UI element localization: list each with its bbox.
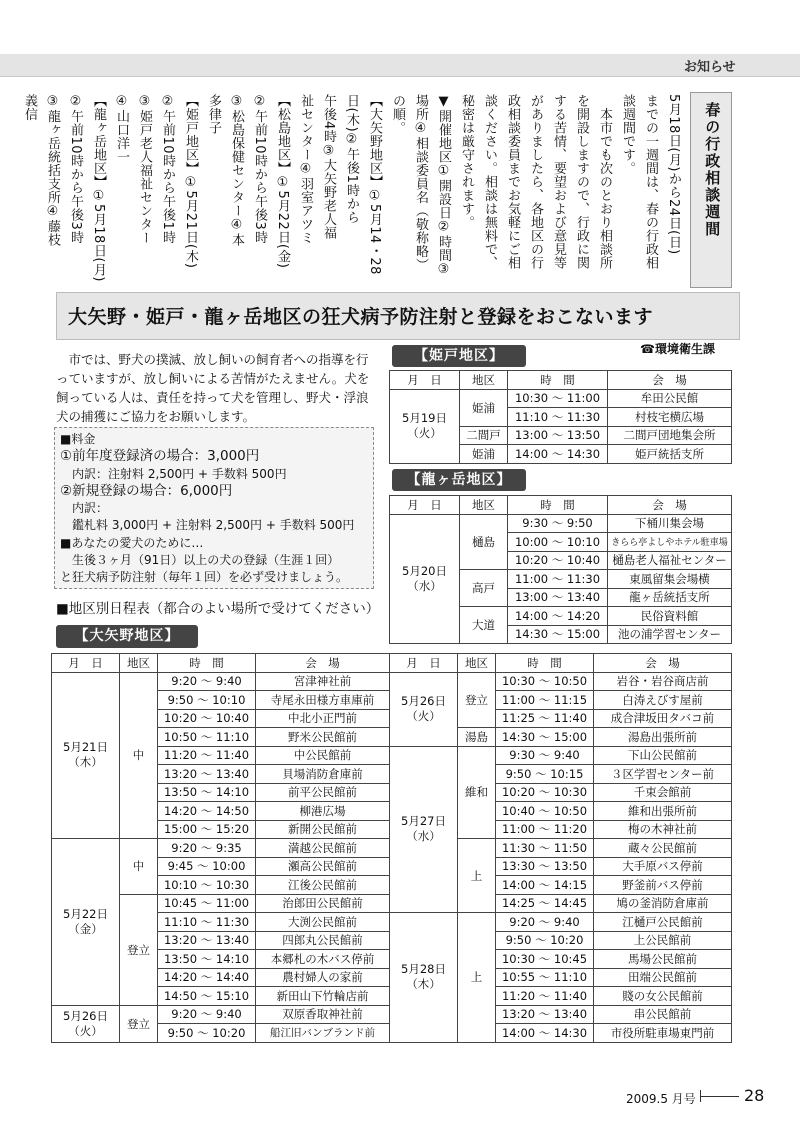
schedule-time: 9:50 ～ 10:20	[158, 1024, 256, 1043]
schedule-area: 大道	[460, 607, 508, 644]
fee-line: 内訳：注射料 2,500円 + 手数料 500円	[60, 466, 287, 481]
schedule-time: 13:20 ～ 13:40	[158, 931, 256, 950]
schedule-date: 5月21日 （木）	[52, 672, 120, 839]
gyosei-line: 5月18日(月)から24日(日)	[666, 94, 681, 255]
schedule-place: 東風留集会場横	[608, 570, 732, 589]
gyosei-line: を開設しますので、行政に関	[574, 94, 589, 270]
footer-issue: 2009.5 月号	[626, 1092, 696, 1106]
schedule-place: 寺尾永田様方車庫前	[256, 691, 390, 710]
schedule-time: 9:30 ～ 9:50	[508, 514, 608, 533]
schedule-area: 姫浦	[460, 389, 508, 426]
gyosei-line: 場所④相談委員名（敬称略）	[413, 94, 428, 272]
schedule-place: 本郷札の木バス停前	[256, 950, 390, 969]
gyosei-line: 【龍ヶ岳地区】①5月18日(月)	[91, 94, 106, 282]
oyano-table	[51, 653, 732, 1043]
gyosei-title: 春の行政相談週間	[703, 102, 722, 238]
schedule-time: 10:45 ～ 11:00	[158, 894, 256, 913]
schedule-place: 江樋戸公民館前	[594, 913, 732, 932]
schedule-time: 14:00 ～ 14:30	[496, 1024, 594, 1043]
schedule-time: 9:30 ～ 9:40	[496, 746, 594, 765]
fee-lines	[60, 431, 374, 587]
schedule-place: 新田山下竹輪店前	[256, 987, 390, 1006]
schedule-time: 10:30 ～ 11:00	[508, 389, 608, 408]
schedule-date: 5月20日 （水）	[390, 514, 460, 644]
schedule-area: 上	[458, 913, 496, 1043]
table-header-row	[390, 496, 732, 515]
schedule-time: 11:00 ～ 11:30	[508, 570, 608, 589]
schedule-area: 維和	[458, 746, 496, 839]
header-place: 会 場	[594, 654, 732, 673]
schedule-place: 二間戸団地集会所	[608, 426, 732, 445]
header-place: 会 場	[608, 496, 732, 515]
table-row	[390, 514, 732, 533]
schedule-time: 10:50 ～ 11:10	[158, 728, 256, 747]
fee-line: ■料金	[60, 432, 96, 446]
gyosei-line: 【松島地区】①5月22日(金)	[275, 94, 290, 269]
schedule-time: 11:00 ～ 11:15	[496, 691, 594, 710]
schedule-place: ３区学習センター前	[594, 765, 732, 784]
schedule-place: 白涛えびす屋前	[594, 691, 732, 710]
schedule-time: 13:50 ～ 14:10	[158, 783, 256, 802]
schedule-date: 5月26日 （火）	[52, 1005, 120, 1042]
gyosei-line: 秘密は厳守されます。	[459, 94, 474, 229]
schedule-time: 13:20 ～ 13:40	[158, 765, 256, 784]
schedule-area: 登立	[458, 672, 496, 728]
table-header-row	[390, 371, 732, 390]
gyosei-line: 祉センター④羽室アツミ	[298, 94, 313, 245]
schedule-date: 5月28日 （木）	[390, 913, 458, 1043]
gyosei-line: 日(木)②午後1時から	[344, 94, 359, 224]
gyosei-body	[18, 94, 685, 294]
schedule-time: 9:20 ～ 9:35	[158, 839, 256, 858]
schedule-time: 14:30 ～ 15:00	[508, 625, 608, 644]
gyosei-line: 政相談委員までお気軽にご相	[505, 94, 520, 270]
schedule-time: 14:25 ～ 14:45	[496, 894, 594, 913]
schedule-area: 登立	[120, 894, 158, 1005]
schedule-place: 宮津神社前	[256, 672, 390, 691]
schedule-place: 農村婦人の家前	[256, 968, 390, 987]
gyosei-line: 談週間です。	[620, 94, 635, 175]
schedule-area: 高戸	[460, 570, 508, 607]
header-time: 時 間	[158, 654, 256, 673]
oyano-label: 【大矢野地区】	[56, 625, 198, 648]
fee-line: ②新規登録の場合：6,000円	[60, 482, 233, 499]
header-time: 時 間	[496, 654, 594, 673]
himedo-table	[389, 370, 732, 464]
schedule-place: 大渕公民館前	[256, 913, 390, 932]
schedule-place: 貝場消防倉庫前	[256, 765, 390, 784]
schedule-time: 11:10 ～ 11:30	[158, 913, 256, 932]
schedule-time: 14:00 ～ 14:30	[508, 445, 608, 464]
schedule-time: 9:50 ～ 10:10	[158, 691, 256, 710]
schedule-time: 14:00 ～ 14:15	[496, 876, 594, 895]
schedule-time: 14:30 ～ 15:00	[496, 728, 594, 747]
header-place: 会 場	[256, 654, 390, 673]
gyosei-line: ②午前10時から午後3時	[68, 94, 83, 244]
schedule-time: 10:30 ～ 10:50	[496, 672, 594, 691]
gyosei-line: ③姫戸老人福祉センター	[137, 94, 152, 245]
schedule-time: 10:40 ～ 10:50	[496, 802, 594, 821]
schedule-time: 10:10 ～ 10:30	[158, 876, 256, 895]
schedule-time: 11:25 ～ 11:40	[496, 709, 594, 728]
header-area: 地区	[120, 654, 158, 673]
schedule-time: 9:20 ～ 9:40	[158, 1005, 256, 1024]
gyosei-line: ▼開催地区①開設日②時間③	[436, 94, 451, 278]
schedule-time: 9:50 ～ 10:20	[496, 931, 594, 950]
schedule-time: 9:20 ～ 9:40	[158, 672, 256, 691]
schedule-time: 11:10 ～ 11:30	[508, 408, 608, 427]
schedule-heading: ■地区別日程表（都合のよい場所で受けてください）	[56, 601, 380, 617]
rabies-intro: 市では、野犬の撲滅、放し飼いの飼育者への指導を行っていますが、放し飼いによる苦情がたえません。犬を飼っている人は、責任を持って犬を管理し、野犬・浮浪犬の捕獲にご協力をお願いします。	[56, 352, 370, 424]
schedule-place: 成合津坂田タバコ前	[594, 709, 732, 728]
schedule-time: 10:20 ～ 10:40	[508, 551, 608, 570]
rabies-title: 大矢野・姫戸・龍ヶ岳地区の狂犬病予防注射と登録をおこないます	[68, 306, 654, 328]
schedule-place: 船江旧バンブランド前	[256, 1024, 390, 1043]
schedule-place: 中公民館前	[256, 746, 390, 765]
schedule-date: 5月22日 （金）	[52, 839, 120, 1006]
schedule-place: 千束会館前	[594, 783, 732, 802]
himedo-label: 【姫戸地区】	[392, 345, 526, 367]
schedule-place: 新開公民館前	[256, 820, 390, 839]
header-place: 会 場	[608, 371, 732, 390]
schedule-time: 14:20 ～ 14:40	[158, 968, 256, 987]
header-date: 月 日	[52, 654, 120, 673]
gyosei-line: ②午前10時から午後1時	[160, 94, 175, 244]
schedule-place: 上公民館前	[594, 931, 732, 950]
schedule-area: 樋島	[460, 514, 508, 570]
schedule-time: 15:00 ～ 15:20	[158, 820, 256, 839]
schedule-time: 9:45 ～ 10:00	[158, 857, 256, 876]
schedule-time: 13:20 ～ 13:40	[496, 1005, 594, 1024]
schedule-time: 14:00 ～ 14:20	[508, 607, 608, 626]
table-header-row	[52, 654, 732, 673]
gyosei-line: ③龍ヶ岳統括支所④藤枝	[45, 94, 60, 247]
schedule-place: 田端公民館前	[594, 968, 732, 987]
header-date: 月 日	[390, 371, 460, 390]
gyosei-line: ③松島保健センター④本	[229, 94, 244, 247]
gyosei-line: ④山口洋一	[114, 94, 129, 164]
schedule-time: 13:00 ～ 13:40	[508, 588, 608, 607]
schedule-place: 梅の木神社前	[594, 820, 732, 839]
schedule-area: 姫浦	[460, 445, 508, 464]
schedule-time: 10:20 ～ 10:40	[158, 709, 256, 728]
schedule-area: 登立	[120, 1005, 158, 1042]
schedule-place: 大手原バス停前	[594, 857, 732, 876]
gyosei-line: 多律子	[206, 94, 221, 135]
fee-line: ①前年度登録済の場合：3,000円	[60, 448, 260, 465]
schedule-time: 10:00 ～ 10:10	[508, 533, 608, 552]
schedule-time: 11:00 ～ 11:20	[496, 820, 594, 839]
schedule-time: 13:00 ～ 13:50	[508, 426, 608, 445]
gyosei-line: する苦情、要望および意見等	[551, 94, 566, 270]
schedule-area: 二間戸	[460, 426, 508, 445]
fee-line: 生後３ヶ月（91日）以上の犬の登録（生涯１回）	[60, 553, 340, 568]
header-date: 月 日	[390, 654, 458, 673]
fee-line: 内訳：	[60, 501, 109, 516]
schedule-time: 13:50 ～ 14:10	[158, 950, 256, 969]
schedule-place: 民俗資料館	[608, 607, 732, 626]
ryugatake-label: 【龍ヶ岳地区】	[392, 469, 526, 491]
gyosei-line: 義信	[22, 94, 37, 121]
header-date: 月 日	[390, 496, 460, 515]
ryugatake-table	[389, 495, 732, 644]
schedule-area: 中	[120, 672, 158, 839]
schedule-time: 10:30 ～ 10:45	[496, 950, 594, 969]
schedule-place: 鳩の釜消防倉庫前	[594, 894, 732, 913]
fee-line: ■あなたの愛犬のために…	[60, 535, 204, 550]
fee-line: 鑑札料 3,000円 + 注射料 2,500円 + 手数料 500円	[60, 518, 355, 533]
schedule-date: 5月26日 （火）	[390, 672, 458, 746]
schedule-date: 5月27日 （水）	[390, 746, 458, 913]
schedule-place: 前平公民館前	[256, 783, 390, 802]
schedule-place: 市役所駐車場東門前	[594, 1024, 732, 1043]
schedule-place: 賤の女公民館前	[594, 987, 732, 1006]
schedule-place: 池の浦学習センター	[608, 625, 732, 644]
header-area: 地区	[458, 654, 496, 673]
schedule-place: 中北小正門前	[256, 709, 390, 728]
table-row	[52, 672, 732, 691]
gyosei-line: 【姫戸地区】①5月21日(木)	[183, 94, 198, 269]
schedule-place: 野米公民館前	[256, 728, 390, 747]
schedule-time: 10:55 ～ 11:10	[496, 968, 594, 987]
schedule-place: きらら亭よしやホテル駐車場	[608, 533, 732, 552]
gyosei-line: ②午前10時から午後3時	[252, 94, 267, 244]
gyosei-line: 午後4時③大矢野老人福	[321, 94, 336, 240]
schedule-place: 治郎田公民館前	[256, 894, 390, 913]
schedule-place: 双原香取神社前	[256, 1005, 390, 1024]
schedule-place: 満越公民館前	[256, 839, 390, 858]
schedule-place: 蔵々公民館前	[594, 839, 732, 858]
schedule-time: 11:20 ～ 11:40	[158, 746, 256, 765]
header-area: 地区	[460, 496, 508, 515]
fee-line: と狂犬病予防注射（毎年１回）を必ず受けましょう。	[60, 570, 349, 585]
schedule-place: 維和出張所前	[594, 802, 732, 821]
schedule-place: 樋島老人福祉センター	[608, 551, 732, 570]
schedule-place: 柳港広場	[256, 802, 390, 821]
schedule-time: 9:50 ～ 10:15	[496, 765, 594, 784]
schedule-time: 9:20 ～ 9:40	[496, 913, 594, 932]
gyosei-line: がありましたら、各地区の行	[528, 94, 543, 270]
schedule-time: 10:20 ～ 10:30	[496, 783, 594, 802]
schedule-place: 湯島出張所前	[594, 728, 732, 747]
schedule-time: 14:50 ～ 15:10	[158, 987, 256, 1006]
gyosei-line: の順。	[390, 94, 405, 135]
header-area: 地区	[460, 371, 508, 390]
rabies-contact: ☎環境衛生課	[640, 342, 715, 356]
header-bar	[0, 54, 800, 77]
gyosei-line: 談ください。相談は無料で、	[482, 94, 497, 270]
gyosei-line: 【大矢野地区】①5月14・28	[367, 94, 382, 275]
schedule-date: 5月19日 （火）	[390, 389, 460, 463]
schedule-time: 11:20 ～ 11:40	[496, 987, 594, 1006]
schedule-place: 馬場公民館前	[594, 950, 732, 969]
schedule-place: 岩谷・岩谷商店前	[594, 672, 732, 691]
schedule-place: 串公民館前	[594, 1005, 732, 1024]
schedule-place: 下桶川集会場	[608, 514, 732, 533]
footer-line	[701, 1096, 739, 1097]
page-number: 28	[744, 1086, 765, 1105]
schedule-area: 上	[458, 839, 496, 913]
gyosei-line: までの一週間は、春の行政相	[643, 94, 658, 270]
section-label: お知らせ	[684, 60, 736, 75]
schedule-area: 中	[120, 839, 158, 895]
schedule-time: 11:30 ～ 11:50	[496, 839, 594, 858]
schedule-place: 四郎丸公民館前	[256, 931, 390, 950]
header-time: 時 間	[508, 496, 608, 515]
schedule-time: 14:20 ～ 14:50	[158, 802, 256, 821]
schedule-place: 江後公民館前	[256, 876, 390, 895]
schedule-place: 龍ヶ岳統括支所	[608, 588, 732, 607]
table-row	[390, 389, 732, 408]
schedule-place: 下山公民館前	[594, 746, 732, 765]
schedule-place: 瀬高公民館前	[256, 857, 390, 876]
schedule-place: 姫戸統括支所	[608, 445, 732, 464]
schedule-place: 野釜前バス停前	[594, 876, 732, 895]
schedule-place: 村枝宅横広場	[608, 408, 732, 427]
gyosei-line: 本市でも次のとおり相談所	[597, 94, 612, 270]
schedule-place: 牟田公民館	[608, 389, 732, 408]
schedule-area: 湯島	[458, 728, 496, 747]
header-time: 時 間	[508, 371, 608, 390]
schedule-time: 13:30 ～ 13:50	[496, 857, 594, 876]
